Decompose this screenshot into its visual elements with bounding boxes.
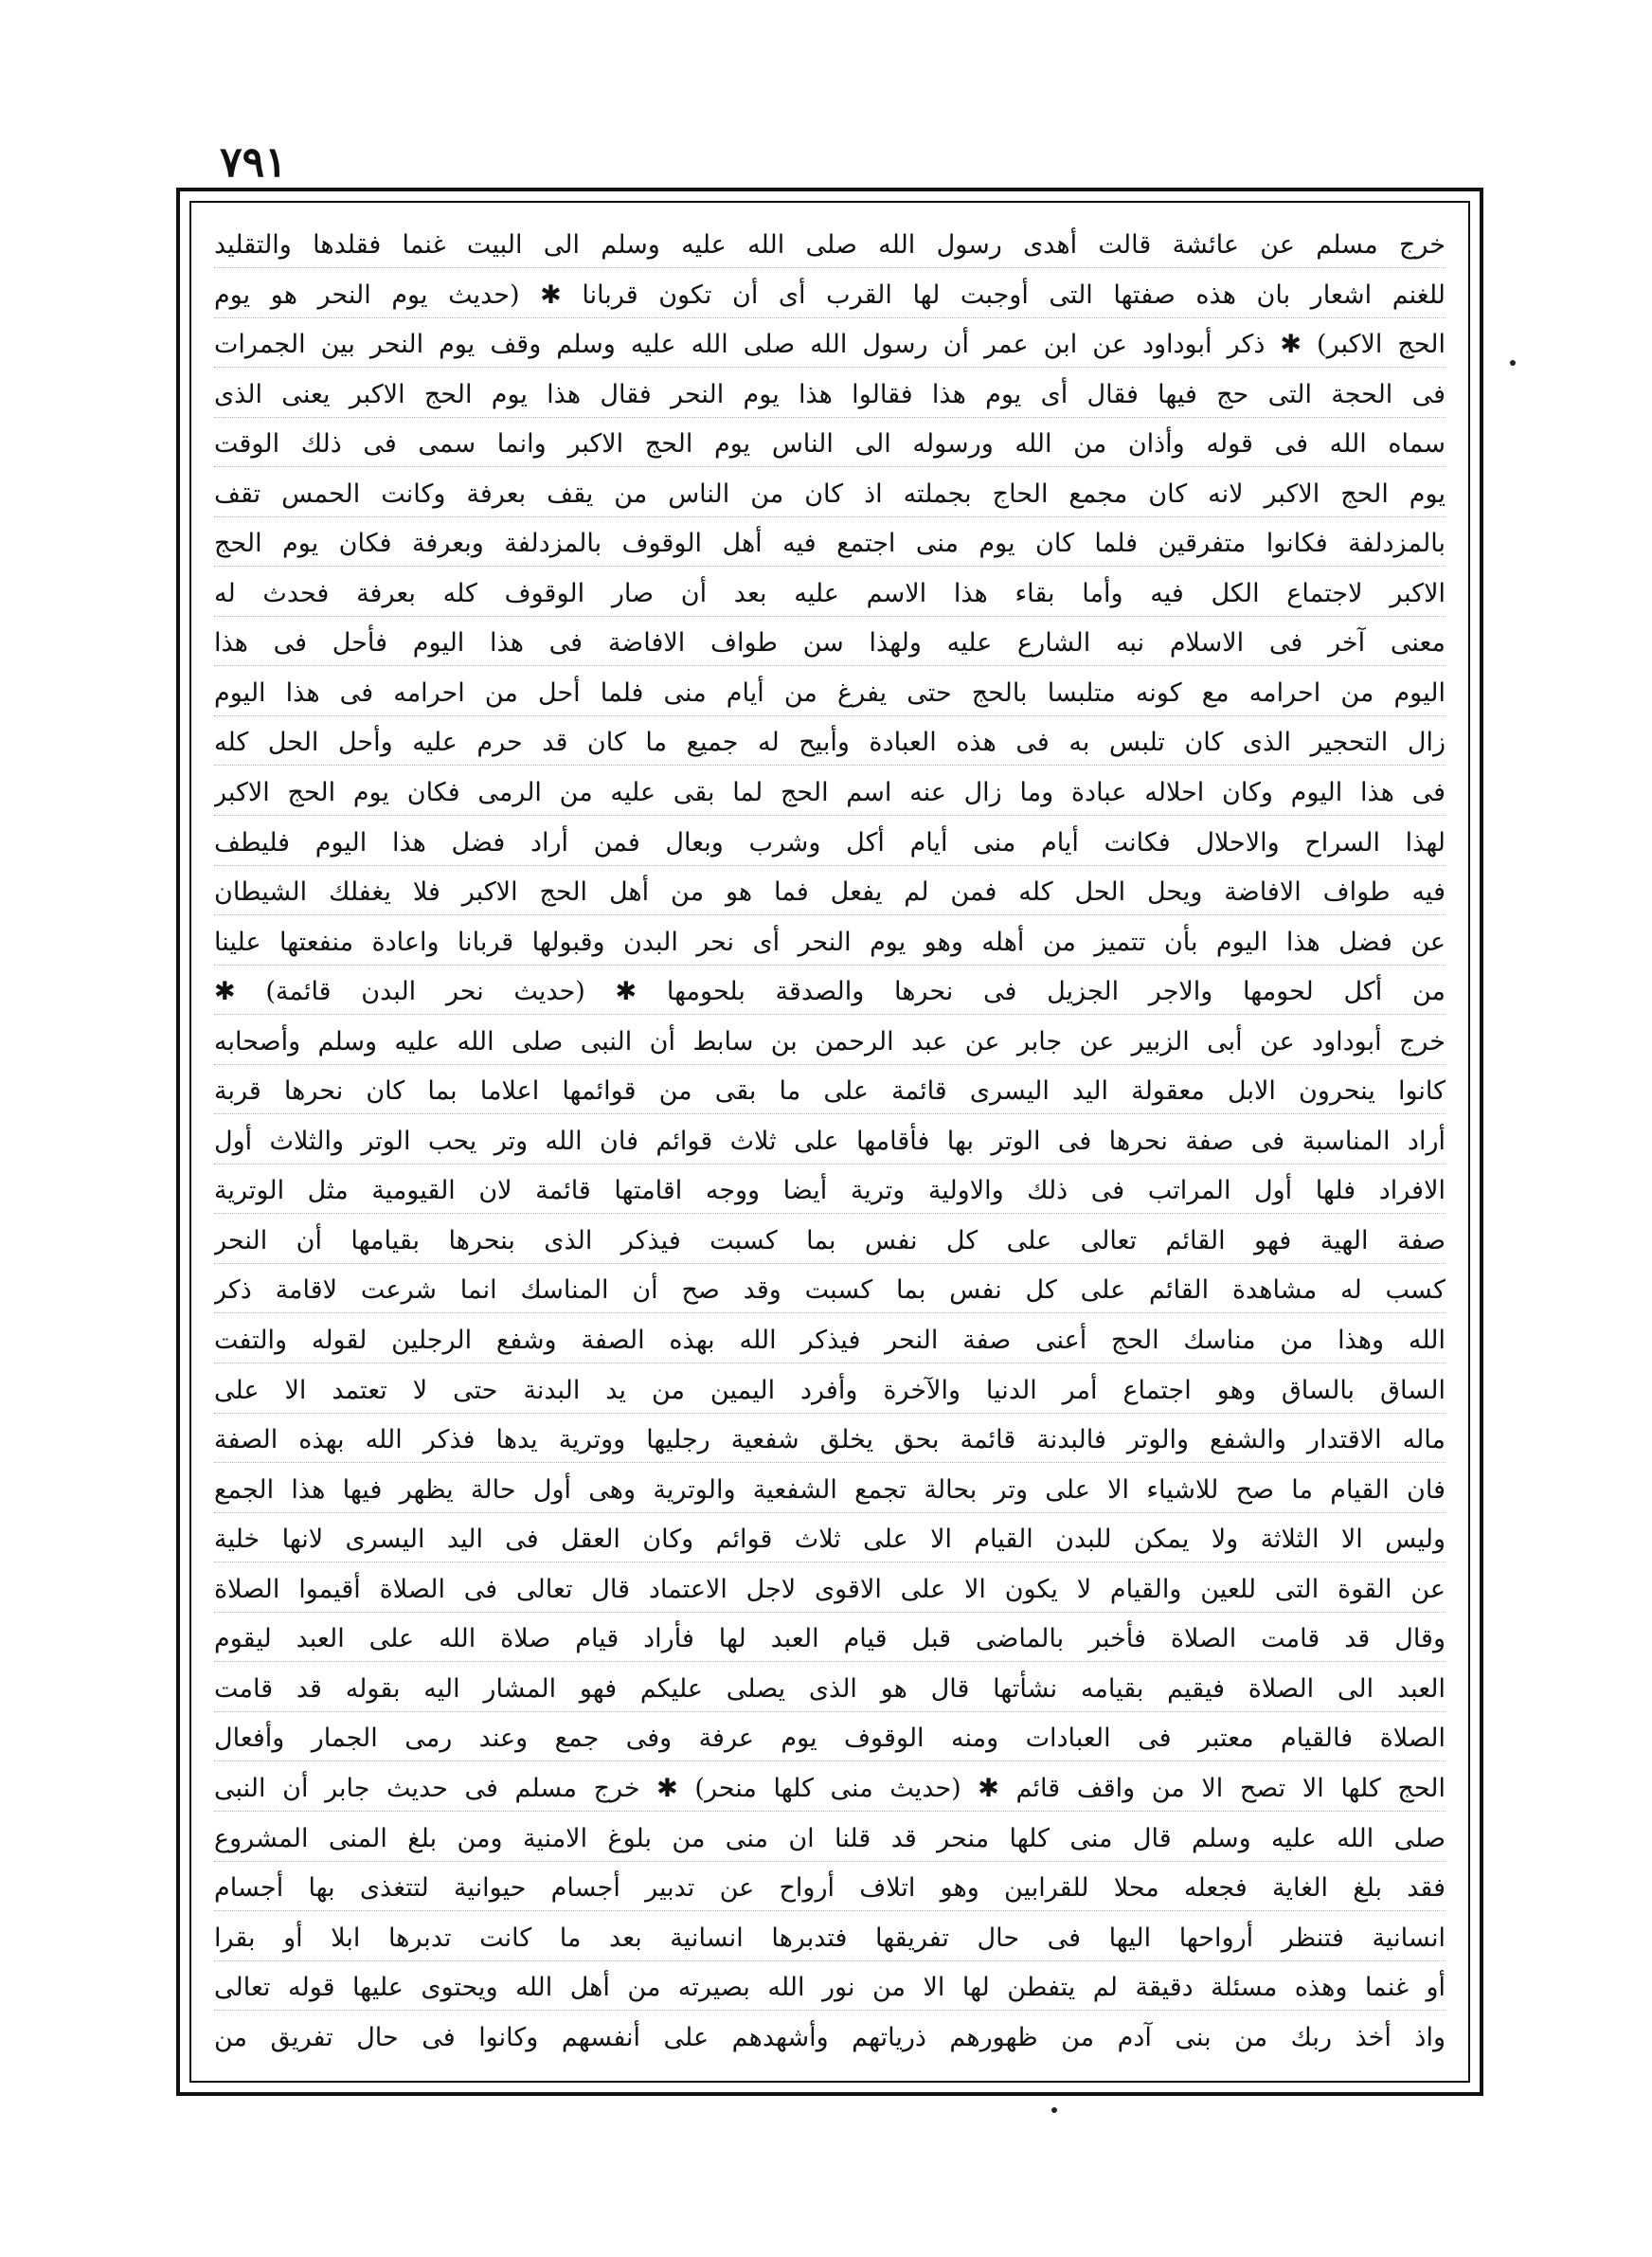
text-line: معنى آخر فى الاسلام نبه الشارع عليه ولهذا سن طواف الافاضة فى هذا اليوم فأحل فى هذا <box>214 622 1446 666</box>
text-line: ماله الاقتدار والشفع والوتر فالبدنة قائمة بحق يخلق شفعية رجليها ووترية يدها فذكر الله بهذه الصفة <box>214 1418 1446 1463</box>
text-line: فى هذا اليوم وكان احلاله عبادة وما زال عنه اسم الحج لما بقى عليه من الرمى فكان يوم الحج الاكبر <box>214 771 1446 816</box>
text-line: سماه الله فى قوله وأذان من الله ورسوله الى الناس يوم الحج الاكبر وانما سمى فى ذلك الوقت <box>214 423 1446 467</box>
text-line: عن القوة التى للعين والقيام لا يكون الا على الاقوى لاجل الاعتماد قال تعالى فى الصلاة أقيموا الصلاة <box>214 1568 1446 1613</box>
margin-dot <box>1051 2107 1057 2113</box>
margin-dot <box>1510 360 1516 366</box>
text-line: أو غنما وهذه مسئلة دقيقة لم يتفطن لها الا من نور الله بصيرته من أهل الله ويحتوى عليها قوله تعالى <box>214 1966 1446 2011</box>
text-line: للغنم اشعار بان هذه صفتها التى أوجبت لها القرب أى أن تكون قربانا ✱ (حديث يوم النحر هو يوم <box>214 274 1446 318</box>
text-line: الساق بالساق وهو اجتماع أمر الدنيا والآخرة وأفرد اليمين من يد البدنة حتى لا تعتمد الا على <box>214 1369 1446 1414</box>
text-line: يوم الحج الاكبر لانه كان مجمع الحاج بجملته اذ كان من الناس من يقف بعرفة وكانت الحمس تقف <box>214 473 1446 517</box>
text-line: كانوا ينحرون الابل معقولة اليد اليسرى قائمة على ما بقى من قوائمها اعلاما بما كان نحرها قربة <box>214 1070 1446 1114</box>
text-line: الافراد فلها أول المراتب فى ذلك والاولية وترية أيضا ووجه اقامتها قائمة لان القيومية مثل الوترية <box>214 1169 1446 1214</box>
text-line: وقال قد قامت الصلاة فأخبر بالماضى قبل قيام العبد لها فأراد قيام صلاة الله على العبد ليقوم <box>214 1617 1446 1662</box>
text-line: من أكل لحومها والاجر الجزيل فى نحرها والصدقة بلحومها ✱ (حديث نحر البدن قائمة) ✱ <box>214 970 1446 1015</box>
page-frame-inner <box>189 201 1470 2083</box>
text-line: الحج الاكبر) ✱ ذكر أبوداود عن ابن عمر أن رسول الله صلى الله عليه وسلم وقف يوم النحر بين الجمرات <box>214 323 1446 368</box>
text-line: اليوم من احرامه مع كونه متلبسا بالحج حتى يفرغ من أيام منى فلما أحل من احرامه فى هذا اليوم <box>214 672 1446 716</box>
text-line: صلى الله عليه وسلم قال منى كلها منحر قد قلنا ان منى من بلوغ الامنية ومن بلغ المنى المشروع <box>214 1817 1446 1862</box>
text-line: الاكبر لاجتماع الكل فيه وأما بقاء هذا الاسم عليه بعد أن صار الوقوف كله بعرفة فحدث له <box>214 572 1446 617</box>
text-line: كسب له مشاهدة القائم على كل نفس بما كسبت وقد صح أن المناسك انما شرعت لاقامة ذكر <box>214 1269 1446 1313</box>
text-line: لهذا السراح والاحلال فكانت أيام منى أيام أكل وشرب وبعال فمن أراد فضل هذا اليوم فليطف <box>214 822 1446 866</box>
text-line: واذ أخذ ربك من بنى آدم من ظهورهم ذرياتهم وأشهدهم على أنفسهم وكانوا فى حال تفريق من <box>214 2022 1446 2052</box>
text-line: وليس الا الثلاثة ولا يمكن للبدن القيام الا على ثلاث قوائم وكان العقل فى اليد اليسرى لانها خلية <box>214 1518 1446 1562</box>
text-line: عن فضل هذا اليوم بأن تتميز من أهله وهو يوم النحر أى نحر البدن وقبولها قربانا واعادة منفعتها علينا <box>214 921 1446 966</box>
text-line: الله وهذا من مناسك الحج أعنى صفة النحر فيذكر الله بهذه الصفة وشفع الرجلين لقوله والتفت <box>214 1319 1446 1363</box>
text-line: الحج كلها الا تصح الا من واقف قائم ✱ (حديث منى كلها منحر) ✱ خرج مسلم فى حديث جابر أن النبى <box>214 1767 1446 1812</box>
text-line: انسانية فتنظر أرواحها اليها فى حال تفريقها فتدبرها انسانية بعد ما كانت تدبرها ابلا أو بقرا <box>214 1917 1446 1961</box>
text-line: فقد بلغ الغاية فجعله محلا للقرابين وهو اتلاف أرواح عن تدبير أجسام حيوانية لتتغذى بها أجسام <box>214 1867 1446 1911</box>
text-line: خرج مسلم عن عائشة قالت أهدى رسول الله صلى الله عليه وسلم الى البيت غنما فقلدها والتقليد <box>214 224 1446 268</box>
text-line: أراد المناسبة فى صفة نحرها فى الوتر بها فأقامها على ثلاث قوائم فان الله وتر يحب الوتر والثلاث أول <box>214 1120 1446 1165</box>
text-line: خرج أبوداود عن أبى الزبير عن جابر عن عبد الرحمن بن سابط أن النبى صلى الله عليه وسلم وأصحابه <box>214 1020 1446 1065</box>
text-line: فى الحجة التى حج فيها فقال أى يوم هذا فقالوا هذا يوم النحر فقال هذا يوم الحج الاكبر يعنى الذى <box>214 373 1446 418</box>
text-line: بالمزدلفة فكانوا متفرقين فلما كان يوم منى اجتمع فيه أهل الوقوف بالمزدلفة وبعرفة فكان يوم الحج <box>214 522 1446 567</box>
text-line: فان القيام ما صح للاشياء الا على وتر بحالة تجمع الشفعية والوترية وهى أول حالة يظهر فيها هذا الجمع <box>214 1469 1446 1513</box>
text-body <box>214 224 1446 2060</box>
text-line: الصلاة فالقيام معتبر فى العبادات ومنه الوقوف يوم عرفة وفى جمع وعند رمى الجمار وأفعال <box>214 1717 1446 1761</box>
text-line: صفة الهية فهو القائم تعالى على كل نفس بما كسبت فيذكر الذى بنحرها بقيامها أن النحر <box>214 1219 1446 1264</box>
text-line: فيه طواف الافاضة ويحل الحل كله فمن لم يفعل فما هو من أهل الحج الاكبر فلا يغفلك الشيطان <box>214 871 1446 915</box>
text-line: العبد الى الصلاة فيقيم بقيامه نشأتها قال هو الذى يصلى عليكم فهو المشار اليه بقوله قد قامت <box>214 1668 1446 1712</box>
page-frame <box>176 188 1483 2096</box>
text-line: زال التحجير الذى كان تلبس به فى هذه العبادة وأبيح له جميع ما كان قد حرم عليه وأحل الحل كله <box>214 721 1446 766</box>
page-number: ٧٩١ <box>220 138 287 187</box>
